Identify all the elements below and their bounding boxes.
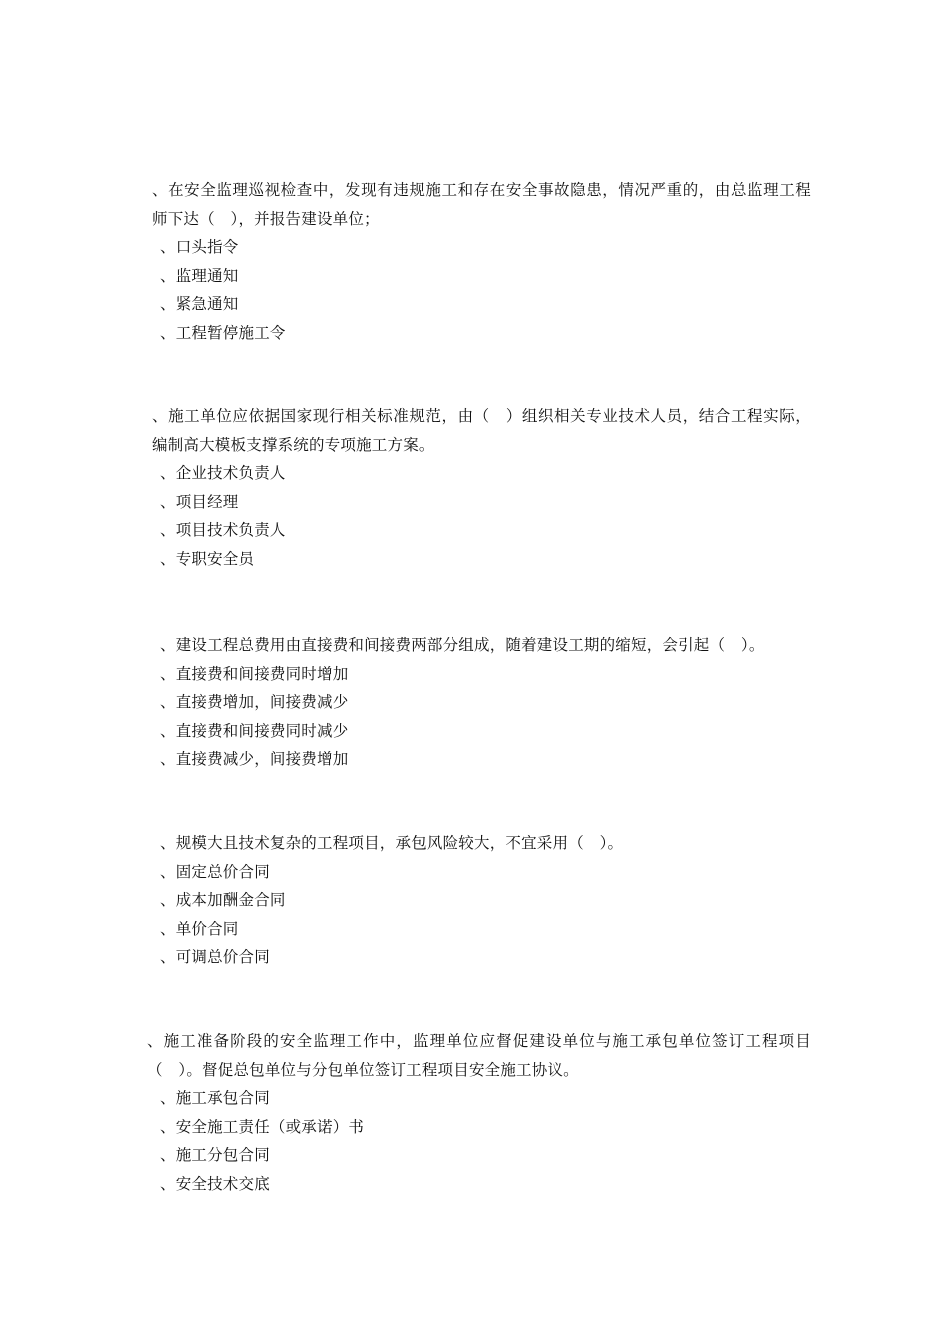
option-c: 、施工分包合同 [160, 1146, 270, 1165]
option-list [147, 1084, 811, 1198]
question-stem: 、建设工程总费用由直接费和间接费两部分组成，随着建设工期的缩短，会引起（ ）。 [160, 636, 765, 654]
option-c: 、单价合同 [160, 919, 239, 938]
option-d: 、可调总价合同 [160, 948, 270, 967]
option-c: 、直接费和间接费同时减少 [160, 721, 349, 740]
option-a: 、固定总价合同 [160, 862, 270, 881]
option-d: 、直接费减少，间接费增加 [160, 750, 349, 769]
option-b: 、监理通知 [160, 266, 239, 285]
option-list [147, 459, 811, 573]
option-a: 、直接费和间接费同时增加 [160, 664, 349, 683]
option-a: 、施工承包合同 [160, 1089, 270, 1108]
question-2 [147, 402, 811, 574]
question-3 [147, 631, 811, 774]
question-1 [147, 176, 811, 348]
option-a: 、企业技术负责人 [160, 464, 286, 483]
option-b: 、成本加酬金合同 [160, 891, 286, 910]
option-a: 、口头指令 [160, 238, 239, 257]
question-stem: 、规模大且技术复杂的工程项目，承包风险较大，不宜采用（ ）。 [160, 834, 624, 852]
option-d: 、安全技术交底 [160, 1174, 270, 1193]
question-stem: 、在安全监理巡视检查中，发现有违规施工和存在安全事故隐患，情况严重的，由总监理工程师下达（ ），并报告建设单位； [152, 181, 811, 228]
option-b: 、项目经理 [160, 492, 239, 511]
option-list [147, 660, 811, 774]
option-b: 、安全施工责任（或承诺）书 [160, 1117, 365, 1136]
option-list [147, 858, 811, 972]
option-b: 、直接费增加，间接费减少 [160, 693, 349, 712]
question-stem: 、施工准备阶段的安全监理工作中，监理单位应督促建设单位与施工承包单位签订工程项目（ ）。督促总包单位与分包单位签订工程项目安全施工协议。 [147, 1032, 811, 1079]
question-4 [147, 829, 811, 972]
option-d: 、专职安全员 [160, 549, 255, 568]
option-c: 、项目技术负责人 [160, 521, 286, 540]
question-5 [147, 1027, 811, 1199]
option-list [147, 233, 811, 347]
question-stem: 、施工单位应依据国家现行相关标准规范，由（ ）组织相关专业技术人员，结合工程实际，编制高大模板支撑系统的专项施工方案。 [152, 407, 811, 454]
option-d: 、工程暂停施工令 [160, 323, 286, 342]
option-c: 、紧急通知 [160, 295, 239, 314]
